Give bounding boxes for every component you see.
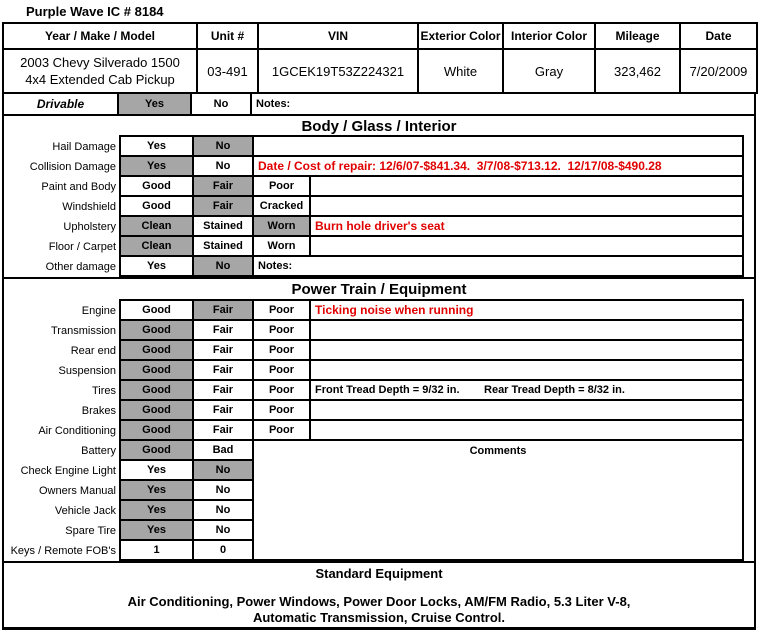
engine-fair-cell[interactable]: Fair [192,299,254,321]
vehicle-jack-no-cell[interactable]: No [192,499,254,521]
floor-carpet-note-cell[interactable] [309,235,744,257]
transmission-fair-cell[interactable]: Fair [192,319,254,341]
paint-body-fair-cell[interactable]: Fair [192,175,254,197]
tires-good-cell[interactable]: Good [119,379,194,401]
check-engine-light-label: Check Engine Light [20,465,116,477]
remote-fobs-count-cell[interactable]: 0 [192,539,254,561]
header-exterior-color: Exterior Color [418,23,503,49]
header-unit-number: Unit # [197,23,258,49]
exterior-color-value: White [418,49,503,93]
suspension-note-cell[interactable] [309,359,744,381]
transmission-row [4,321,754,341]
upholstery-stained-cell[interactable]: Stained [192,215,254,237]
other-damage-note-cell[interactable]: Notes: [252,255,744,277]
air-conditioning-good-cell[interactable]: Good [119,419,194,441]
suspension-fair-cell[interactable]: Fair [192,359,254,381]
drivable-row [2,94,756,116]
collision-damage-row [4,157,754,177]
battery-bad-cell[interactable]: Bad [192,439,254,461]
hail-damage-yes-cell[interactable]: Yes [119,135,194,157]
battery-row [4,441,254,461]
windshield-label: Windshield [62,201,116,213]
suspension-good-cell[interactable]: Good [119,359,194,381]
owners-manual-yes-cell[interactable]: Yes [119,479,194,501]
spare-tire-row [4,521,254,541]
rear-end-label: Rear end [70,345,116,357]
year-make-model-line1: 2003 Chevy Silverado 1500 [20,55,180,70]
floor-carpet-row [4,237,754,257]
collision-damage-no-cell[interactable]: No [192,155,254,177]
paint-body-poor-cell[interactable]: Poor [252,175,311,197]
windshield-fair-cell[interactable]: Fair [192,195,254,217]
paint-body-note-cell[interactable] [309,175,744,197]
collision-damage-label: Collision Damage [29,161,116,173]
transmission-poor-cell[interactable]: Poor [252,319,311,341]
header-vin: VIN [258,23,418,49]
drivable-label: Drivable [4,94,119,114]
equipment-comments-block [4,441,754,561]
header-year-make-model: Year / Make / Model [3,23,197,49]
hail-damage-note-cell[interactable] [252,135,744,157]
header-mileage: Mileage [595,23,680,49]
comments-title: Comments [469,445,527,457]
standard-equipment-line1: Air Conditioning, Power Windows, Power Door Locks, AM/FM Radio, 5.3 Liter V-8, [127,594,631,609]
rear-end-good-cell[interactable]: Good [119,339,194,361]
upholstery-clean-cell[interactable]: Clean [119,215,194,237]
standard-equipment-text [4,594,754,626]
air-conditioning-poor-cell[interactable]: Poor [252,419,311,441]
engine-row [4,301,754,321]
date-value: 7/20/2009 [680,49,757,93]
windshield-cracked-cell[interactable]: Cracked [252,195,311,217]
other-damage-label: Other damage [45,261,116,273]
inspection-form [2,0,756,630]
standard-equipment-title: Standard Equipment [315,566,443,581]
vehicle-jack-yes-cell[interactable]: Yes [119,499,194,521]
body-section-title: Body / Glass / Interior [301,118,457,135]
suspension-label: Suspension [58,365,116,377]
header-date: Date [680,23,757,49]
brakes-fair-cell[interactable]: Fair [192,399,254,421]
owners-manual-row [4,481,254,501]
interior-color-value: Gray [503,49,595,93]
spare-tire-no-cell[interactable]: No [192,519,254,541]
brakes-good-cell[interactable]: Good [119,399,194,421]
check-engine-light-no-cell[interactable]: No [192,459,254,481]
paint-body-label: Paint and Body [41,181,116,193]
rear-end-poor-cell[interactable]: Poor [252,339,311,361]
upholstery-note-cell[interactable]: Burn hole driver's seat [309,215,744,237]
tires-row [4,381,754,401]
year-make-model-line2: 4x4 Extended Cab Pickup [25,72,175,87]
battery-label: Battery [81,445,116,457]
engine-poor-cell[interactable]: Poor [252,299,311,321]
rear-end-fair-cell[interactable]: Fair [192,339,254,361]
hail-damage-no-cell[interactable]: No [192,135,254,157]
year-make-model-value [3,49,197,93]
tires-label: Tires [91,385,116,397]
suspension-row [4,361,754,381]
air-conditioning-fair-cell[interactable]: Fair [192,419,254,441]
tires-poor-cell[interactable]: Poor [252,379,311,401]
drivable-yes-cell[interactable]: Yes [119,94,192,114]
upholstery-row [4,217,754,237]
brakes-note-cell[interactable] [309,399,744,421]
windshield-note-cell[interactable] [309,195,744,217]
transmission-note-cell[interactable] [309,319,744,341]
windshield-row [4,197,754,217]
rear-end-row [4,341,754,361]
drivable-notes-cell[interactable]: Notes: [256,98,291,110]
hail-damage-row [4,137,754,157]
rear-end-note-cell[interactable] [309,339,744,361]
air-conditioning-note-cell[interactable] [309,419,744,441]
other-damage-yes-cell[interactable]: Yes [119,255,194,277]
collision-damage-note-cell[interactable]: Date / Cost of repair: 12/6/07-$841.34. 3/7/08-$713.12. 12/17/08-$490.28 [252,155,744,177]
floor-carpet-worn-cell[interactable]: Worn [252,235,311,257]
comments-box[interactable] [252,439,744,561]
transmission-label: Transmission [51,325,116,337]
vehicle-jack-row [4,501,254,521]
brakes-label: Brakes [81,405,116,417]
brakes-poor-cell[interactable]: Poor [252,399,311,421]
air-conditioning-label: Air Conditioning [38,425,116,437]
other-damage-row [4,257,754,277]
other-damage-no-cell[interactable]: No [192,255,254,277]
tires-note-cell[interactable]: Front Tread Depth = 9/32 in. Rear Tread Depth = 8/32 in. [309,379,744,401]
brakes-row [4,401,754,421]
keys-remote-fobs-row [4,541,254,561]
spare-tire-yes-cell[interactable]: Yes [119,519,194,541]
owners-manual-label: Owners Manual [38,485,116,497]
check-engine-light-row [4,461,254,481]
owners-manual-no-cell[interactable]: No [192,479,254,501]
standard-equipment-line2: Automatic Transmission, Cruise Control. [252,610,506,625]
suspension-poor-cell[interactable]: Poor [252,359,311,381]
vehicle-jack-label: Vehicle Jack [54,505,116,517]
paint-body-good-cell[interactable]: Good [119,175,194,197]
paint-body-row [4,177,754,197]
vehicle-info-table [2,22,758,94]
check-engine-light-yes-cell[interactable]: Yes [119,459,194,481]
vehicle-header-row [3,23,757,49]
tires-fair-cell[interactable]: Fair [192,379,254,401]
transmission-good-cell[interactable]: Good [119,319,194,341]
spare-tire-label: Spare Tire [65,525,116,537]
floor-carpet-stained-cell[interactable]: Stained [192,235,254,257]
floor-carpet-clean-cell[interactable]: Clean [119,235,194,257]
body-glass-interior-section [2,116,756,279]
engine-label: Engine [81,305,116,317]
vin-value: 1GCEK19T53Z224321 [258,49,418,93]
floor-carpet-label: Floor / Carpet [48,241,116,253]
hail-damage-label: Hail Damage [52,141,116,153]
vehicle-value-row [3,49,757,93]
keys-remote-fobs-label: Keys / Remote FOB's [10,545,116,557]
unit-number-value: 03-491 [197,49,258,93]
equipment-rows [4,441,254,561]
mileage-value: 323,462 [595,49,680,93]
windshield-good-cell[interactable]: Good [119,195,194,217]
form-title: Purple Wave IC # 8184 [26,4,164,19]
collision-damage-yes-cell[interactable]: Yes [119,155,194,177]
engine-good-cell[interactable]: Good [119,299,194,321]
power-train-section [2,279,756,563]
standard-equipment-section [2,563,756,630]
drivable-no-cell[interactable]: No [192,94,252,114]
keys-count-cell[interactable]: 1 [119,539,194,561]
upholstery-worn-cell[interactable]: Worn [252,215,311,237]
engine-note-cell[interactable]: Ticking noise when running [309,299,744,321]
power-section-title: Power Train / Equipment [291,281,467,298]
air-conditioning-row [4,421,754,441]
header-interior-color: Interior Color [503,23,595,49]
upholstery-label: Upholstery [63,221,116,233]
battery-good-cell[interactable]: Good [119,439,194,461]
